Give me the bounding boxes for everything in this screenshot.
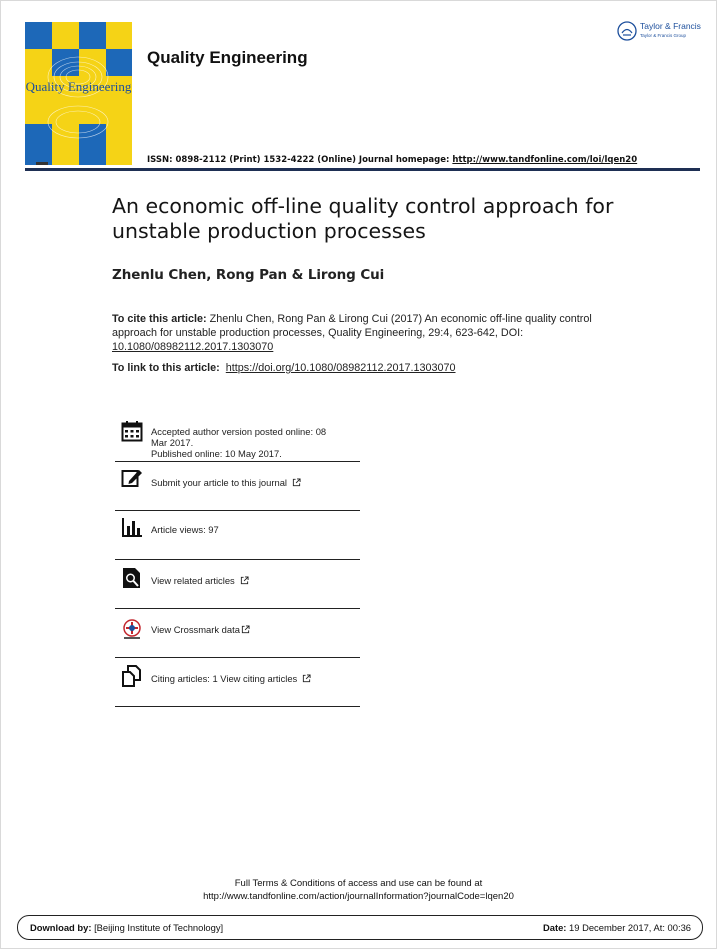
publisher-logo[interactable] <box>617 21 701 41</box>
published-date: Published online: 10 May 2017. <box>151 448 282 459</box>
taylor-francis-emblem-icon <box>617 21 637 41</box>
publisher-logo-subtext: Taylor & Francis Group <box>640 33 687 38</box>
download-label: Download by: <box>30 922 92 933</box>
info-item-publication-dates <box>115 418 360 462</box>
info-item-article-views <box>115 511 360 560</box>
download-value: [Beijing Institute of Technology] <box>91 922 224 933</box>
article-views-text: Article views: 97 <box>151 524 219 535</box>
cover-title: Quality Engineering <box>25 79 132 94</box>
submit-article-link[interactable]: Submit your article to this journal <box>151 477 287 488</box>
cite-doi-link[interactable]: 10.1080/08982112.2017.1303070 <box>112 341 274 353</box>
cite-text: Zhenlu Chen, Rong Pan & Lirong Cui (2017) An economic off-line quality control approach for unstable production processes, Quality Engineering, 29:4, 623-642, DOI: <box>112 313 592 339</box>
bar-chart-icon <box>121 516 143 538</box>
date-label: Date: <box>542 922 567 933</box>
download-by <box>30 922 223 933</box>
crossmark-link[interactable]: View Crossmark data <box>151 624 240 635</box>
cover-publisher-mark <box>36 162 48 165</box>
citing-articles-link[interactable]: Citing articles: 1 View citing articles <box>151 673 298 684</box>
external-link-icon <box>240 576 249 585</box>
header-divider <box>25 168 700 171</box>
link-line <box>112 362 456 374</box>
info-item-submit-article[interactable] <box>115 462 360 511</box>
journal-cover-image <box>25 22 132 165</box>
search-document-icon <box>121 567 143 589</box>
download-info-bar <box>17 915 703 940</box>
accepted-date-line1: Accepted author version posted online: 08 <box>151 426 327 437</box>
edit-icon <box>121 467 143 489</box>
terms-url[interactable]: http://www.tandfonline.com/action/journalInformation?journalCode=lqen20 <box>203 890 514 902</box>
publisher-logo-text: Taylor & Francis <box>640 21 701 31</box>
calendar-icon <box>121 420 143 442</box>
citation-block <box>112 312 602 354</box>
info-item-citing-articles[interactable] <box>115 658 360 707</box>
journal-homepage-link[interactable]: http://www.tandfonline.com/loi/lqen20 <box>452 155 638 165</box>
article-authors: Zhenlu Chen, Rong Pan & Lirong Cui <box>112 267 385 283</box>
related-articles-link[interactable]: View related articles <box>151 575 235 586</box>
cite-label: To cite this article: <box>112 313 207 325</box>
link-label: To link to this article: <box>112 362 220 374</box>
external-link-icon <box>302 674 311 683</box>
info-item-crossmark[interactable] <box>115 609 360 658</box>
issn-line <box>147 155 637 165</box>
info-item-related-articles[interactable] <box>115 560 360 609</box>
download-date <box>543 922 691 933</box>
journal-title[interactable]: Quality Engineering <box>147 48 308 67</box>
external-link-icon <box>292 478 301 487</box>
external-link-icon <box>241 625 250 634</box>
terms-line: Full Terms & Conditions of access and use can be found at <box>234 878 483 889</box>
citing-articles-icon <box>121 665 143 687</box>
doi-link[interactable]: https://doi.org/10.1080/08982112.2017.1303070 <box>225 362 456 374</box>
issn-text: ISSN: 0898-2112 (Print) 1532-4222 (Online) Journal homepage: <box>147 155 453 165</box>
crossmark-icon <box>121 619 143 641</box>
accepted-date-line2: Mar 2017. <box>151 437 194 448</box>
terms-notice <box>0 878 717 903</box>
article-title: An economic off-line quality control approach for unstable production processes <box>112 194 614 243</box>
date-value: 19 December 2017, At: 00:36 <box>566 922 691 933</box>
